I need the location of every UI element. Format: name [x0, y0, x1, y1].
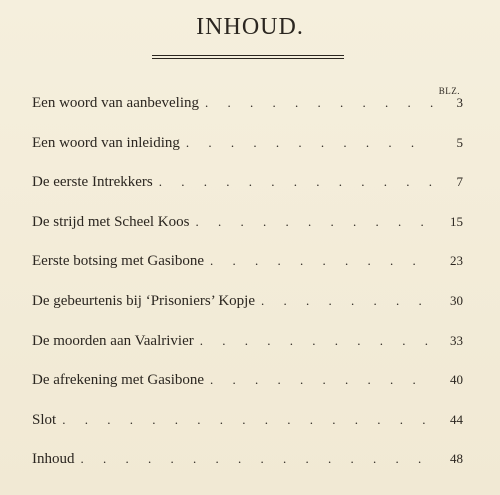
toc-entry	[32, 174, 463, 214]
leader-dots	[255, 293, 433, 309]
toc-entry-page: 30	[450, 292, 463, 308]
toc-entry-label: De eerste Intrekkers	[32, 174, 153, 191]
leader-dots	[204, 253, 433, 269]
title-rule-bottom	[152, 58, 344, 59]
toc-entry-label: De strijd met Scheel Koos	[32, 213, 190, 230]
toc-entry-page: 5	[456, 134, 463, 150]
toc-entry-label: Een woord van aanbeveling	[32, 95, 200, 111]
toc-entry-page: 33	[450, 332, 463, 348]
toc-entry-page: 48	[450, 451, 463, 467]
toc-entry	[32, 253, 463, 293]
toc-entry	[32, 451, 463, 491]
toc-entry-label: De gebeurtenis bij ‘Prisoniers’ Kopje	[32, 292, 256, 309]
leader-dots	[75, 451, 434, 467]
toc-entry-label: De moorden aan Vaalrivier	[32, 332, 194, 349]
leader-dots	[199, 95, 433, 111]
toc-entry	[32, 95, 463, 135]
title-rule-top	[152, 55, 344, 56]
toc-entry-page: 7	[456, 174, 463, 190]
leader-dots	[180, 135, 433, 151]
toc-entry-label: Inhoud	[32, 451, 75, 468]
leader-dots	[194, 333, 433, 349]
toc-entry-label: Een woord van inleiding	[32, 134, 180, 151]
table-of-contents	[32, 95, 463, 491]
leader-dots	[153, 174, 433, 190]
page-column-label: BLZ.	[438, 86, 460, 96]
toc-entry	[32, 293, 463, 333]
leader-dots	[189, 214, 433, 230]
toc-entry	[32, 135, 463, 175]
toc-entry-label: Eerste botsing met Gasibone	[32, 253, 205, 270]
leader-dots	[204, 372, 433, 388]
toc-entry-label: De afrekening met Gasibone	[32, 372, 205, 389]
toc-entry-page: 44	[450, 411, 463, 427]
toc-entry-page: 23	[450, 253, 463, 269]
toc-entry	[32, 412, 463, 452]
toc-entry-page: 15	[450, 213, 463, 229]
toc-entry	[32, 372, 463, 412]
toc-entry-page: 3	[456, 95, 463, 110]
toc-entry	[32, 333, 463, 373]
toc-entry	[32, 214, 463, 254]
page-title: INHOUD.	[196, 14, 304, 40]
toc-entry-page: 40	[450, 372, 463, 388]
toc-entry-label: Slot	[32, 411, 57, 428]
leader-dots	[56, 412, 433, 428]
